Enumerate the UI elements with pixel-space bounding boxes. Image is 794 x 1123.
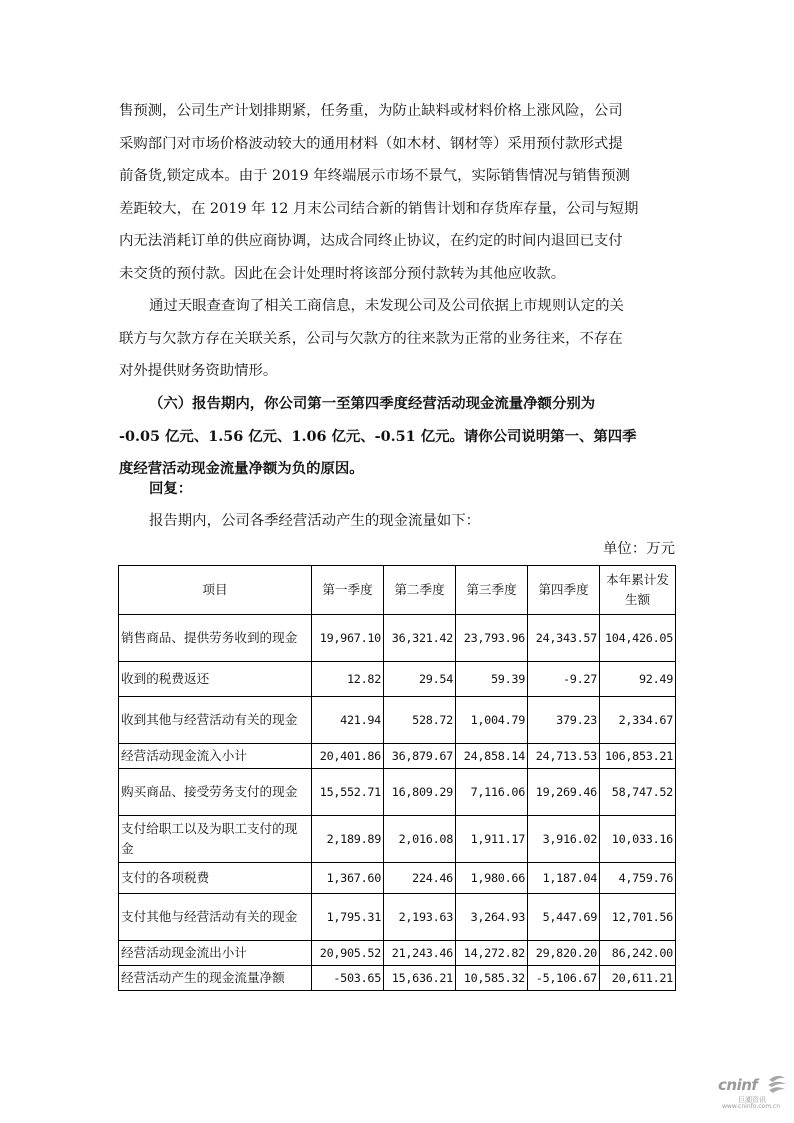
cell-q3: 14,272.82: [456, 941, 528, 966]
table-row: [119, 697, 676, 744]
cash-flow-table: [118, 565, 676, 991]
text-line: 报告期内，公司各季经营活动产生的现金流量如下：: [149, 513, 480, 529]
cninfo-swirl-icon: [765, 1073, 789, 1095]
table-row: [119, 662, 676, 697]
text-line: 回复：: [149, 480, 193, 497]
row-label: 经营活动现金流出小计: [119, 941, 312, 966]
text-line: 联方与欠款方存在关联关系，公司与欠款方的往来款为正常的业务往来，不存在: [119, 330, 623, 347]
cell-q1: 1,795.31: [312, 894, 384, 941]
text-line: 度经营活动现金流量净额为负的原因。: [119, 460, 364, 477]
row-label: 经营活动现金流入小计: [119, 744, 312, 769]
cell-total: 10,033.16: [600, 816, 676, 863]
cell-total: 4,759.76: [600, 863, 676, 894]
cell-q1: -503.65: [312, 966, 384, 991]
text-line: 前备货,锁定成本。由于 2019 年终端展示市场不景气，实际销售情况与销售预测: [119, 168, 630, 184]
header-annual-total: 本年累计发生额: [600, 566, 676, 615]
row-label: 收到的税费返还: [119, 662, 312, 697]
cell-q2: 16,809.29: [384, 769, 456, 816]
logo-url: www.cninfo.com.cn: [722, 1103, 781, 1110]
table-row: [119, 966, 676, 991]
text-line: -0.05 亿元、1.56 亿元、1.06 亿元、-0.51 亿元。请你公司说明第一、第四季: [119, 427, 637, 445]
cell-total: 2,334.67: [600, 697, 676, 744]
table-header-row: [119, 566, 676, 615]
cell-q4: 24,343.57: [528, 615, 600, 662]
table-row: [119, 941, 676, 966]
cell-q1: 1,367.60: [312, 863, 384, 894]
header-q3: 第三季度: [456, 566, 528, 615]
cell-q2: 36,879.67: [384, 744, 456, 769]
cell-q1: 15,552.71: [312, 769, 384, 816]
row-label: 收到其他与经营活动有关的现金: [119, 697, 312, 744]
table-row: [119, 816, 676, 863]
cell-q4: 3,916.02: [528, 816, 600, 863]
text-line: 对外提供财务资助情形。: [119, 363, 278, 379]
text-line: 差距较大，在 2019 年 12 月末公司结合新的销售计划和存货库存量，公司与短期: [119, 200, 639, 217]
cell-q3: 10,585.32: [456, 966, 528, 991]
cell-q2: 224.46: [384, 863, 456, 894]
paragraph-prepayment-explanation: [119, 95, 677, 290]
header-q4: 第四季度: [528, 566, 600, 615]
question-six: [119, 388, 677, 486]
cell-q1: 20,401.86: [312, 744, 384, 769]
cell-q1: 20,905.52: [312, 941, 384, 966]
table-row: [119, 769, 676, 816]
cell-q1: 421.94: [312, 697, 384, 744]
cell-q3: 23,793.96: [456, 615, 528, 662]
cell-q4: 5,447.69: [528, 894, 600, 941]
cell-total: 20,611.21: [600, 966, 676, 991]
cninfo-watermark-logo: [718, 1072, 794, 1112]
table-row: [119, 894, 676, 941]
cell-q1: 2,189.89: [312, 816, 384, 863]
cell-total: 92.49: [600, 662, 676, 697]
cell-q3: 7,116.06: [456, 769, 528, 816]
row-label: 购买商品、接受劳务支付的现金: [119, 769, 312, 816]
cell-q4: -9.27: [528, 662, 600, 697]
table-row: [119, 744, 676, 769]
cell-q2: 36,321.42: [384, 615, 456, 662]
cell-q3: 3,264.93: [456, 894, 528, 941]
table-row: [119, 615, 676, 662]
header-q2: 第二季度: [384, 566, 456, 615]
cell-total: 106,853.21: [600, 744, 676, 769]
cell-q2: 528.72: [384, 697, 456, 744]
cell-q4: 24,713.53: [528, 744, 600, 769]
logo-subtitle: 巨潮资讯: [738, 1096, 766, 1104]
cell-q3: 24,858.14: [456, 744, 528, 769]
cell-q2: 29.54: [384, 662, 456, 697]
table-intro: [119, 505, 677, 538]
header-item: 项目: [119, 566, 312, 615]
cell-q4: 29,820.20: [528, 941, 600, 966]
cell-q4: 1,187.04: [528, 863, 600, 894]
reply-heading: [119, 473, 677, 506]
paragraph-related-party-check: [119, 290, 677, 388]
cell-total: 58,747.52: [600, 769, 676, 816]
cell-q2: 2,193.63: [384, 894, 456, 941]
cell-q4: 379.23: [528, 697, 600, 744]
cell-q1: 19,967.10: [312, 615, 384, 662]
text-line: 通过天眼查查询了相关工商信息，未发现公司及公司依据上市规则认定的关: [149, 298, 624, 314]
cell-total: 86,242.00: [600, 941, 676, 966]
cell-total: 104,426.05: [600, 615, 676, 662]
row-label: 支付其他与经营活动有关的现金: [119, 894, 312, 941]
cell-total: 12,701.56: [600, 894, 676, 941]
row-label: 支付给职工以及为职工支付的现金: [119, 816, 312, 863]
cell-q2: 21,243.46: [384, 941, 456, 966]
cell-q3: 59.39: [456, 662, 528, 697]
text-line: 采购部门对市场价格波动较大的通用材料（如木材、钢材等）采用预付款形式提: [119, 135, 623, 152]
cell-q4: -5,106.67: [528, 966, 600, 991]
text-line: 售预测，公司生产计划排期紧，任务重，为防止缺料或材料价格上涨风险，公司: [119, 103, 623, 119]
cell-q3: 1,980.66: [456, 863, 528, 894]
cell-q4: 19,269.46: [528, 769, 600, 816]
unit-label: 单位：万元: [603, 541, 675, 557]
header-q1: 第一季度: [312, 566, 384, 615]
cell-q3: 1,911.17: [456, 816, 528, 863]
table-row: [119, 863, 676, 894]
text-line: （六）报告期内，你公司第一至第四季度经营活动现金流量净额分别为: [149, 395, 596, 412]
cell-q3: 1,004.79: [456, 697, 528, 744]
text-line: 未交货的预付款。因此在会计处理时将该部分预付款转为其他应收款。: [119, 265, 566, 282]
cell-q2: 15,636.21: [384, 966, 456, 991]
row-label: 经营活动产生的现金流量净额: [119, 966, 312, 991]
cell-q1: 12.82: [312, 662, 384, 697]
row-label: 销售商品、提供劳务收到的现金: [119, 615, 312, 662]
cell-q2: 2,016.08: [384, 816, 456, 863]
logo-brand-text: cninf: [718, 1076, 758, 1094]
row-label: 支付的各项税费: [119, 863, 312, 894]
text-line: 内无法消耗订单的供应商协调，达成合同终止协议，在约定的时间内退回已支付: [119, 233, 623, 249]
